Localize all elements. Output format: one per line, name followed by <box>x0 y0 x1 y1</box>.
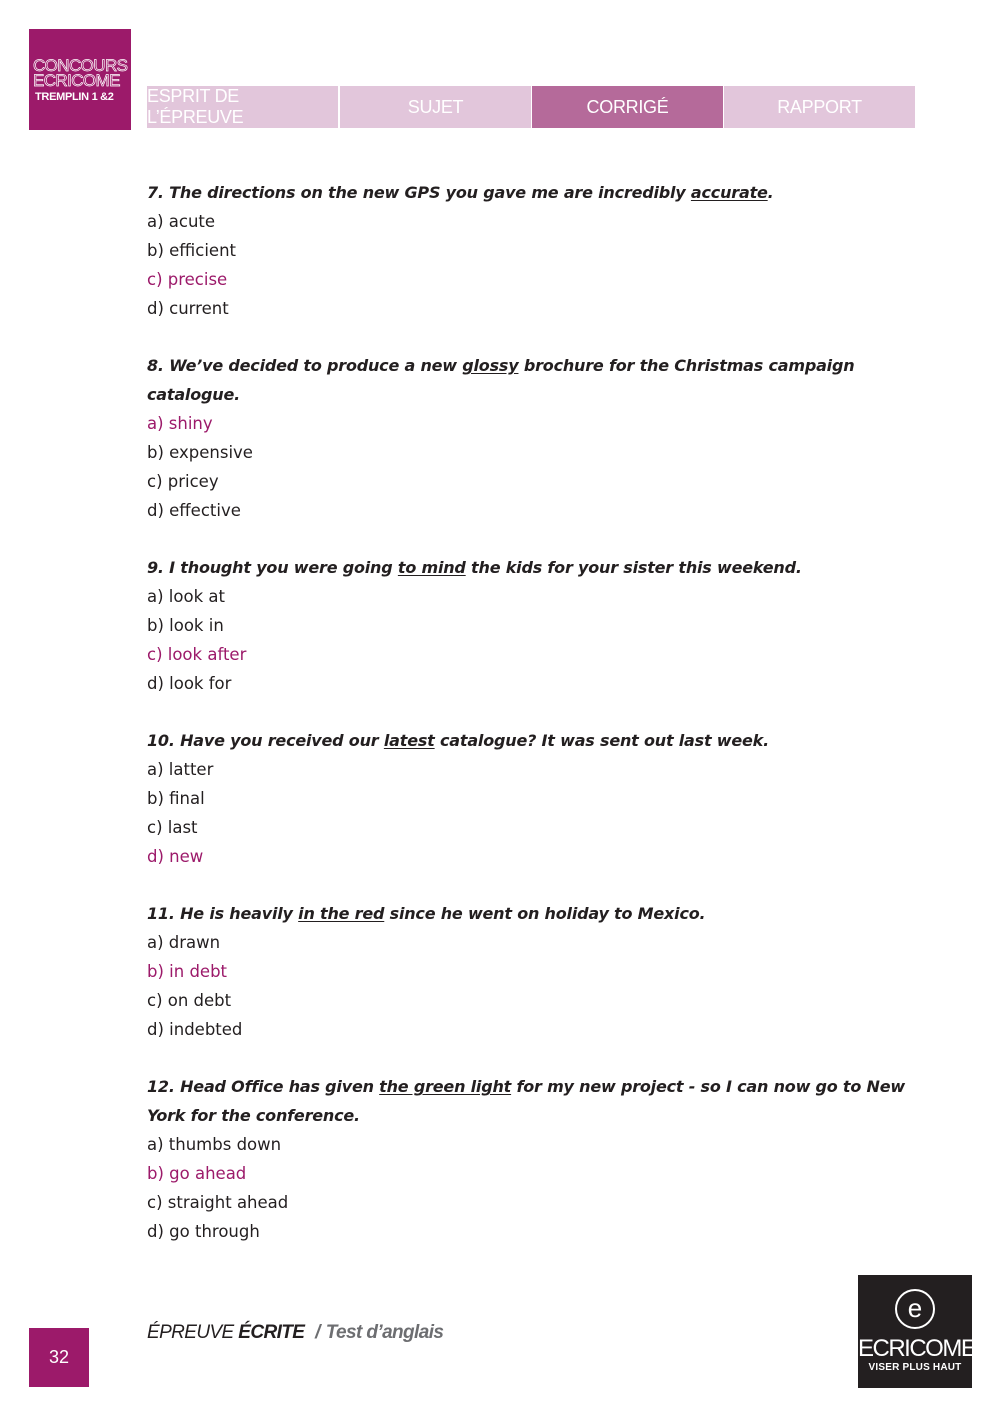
question-text-after: the kids for your sister this weekend. <box>465 558 802 577</box>
question-text <box>147 351 927 409</box>
answer-option[interactable]: d) current <box>147 299 229 318</box>
question-key-term: to mind <box>397 558 466 577</box>
logo-line-tremplin: TREMPLIN 1 &2 <box>35 91 114 103</box>
footer-title <box>147 1322 443 1344</box>
question-text-after: catalogue? It was sent out last week. <box>434 731 770 750</box>
question-text-after: . <box>767 183 774 202</box>
answer-option[interactable]: b) expensive <box>147 443 253 462</box>
question-text <box>147 1072 927 1130</box>
answer-option[interactable]: b) look in <box>147 616 224 635</box>
tab-esprit-de-lepreuve[interactable]: ESPRIT DE L’ÉPREUVE <box>147 86 338 128</box>
answer-option[interactable]: b) final <box>147 789 205 808</box>
question-text-before: 10. Have you received our <box>147 731 384 750</box>
question-text <box>147 726 927 755</box>
tab-rapport[interactable]: RAPPORT <box>724 86 915 128</box>
answer-option-correct[interactable]: c) look after <box>147 645 247 664</box>
answer-option[interactable]: a) look at <box>147 587 225 606</box>
tab-corrige[interactable]: CORRIGÉ <box>532 86 723 128</box>
question-text-after: brochure for the Christmas campaign catalogue. <box>147 356 855 404</box>
question-block <box>147 899 927 1044</box>
questions-list <box>147 178 927 1274</box>
answer-option-correct[interactable]: c) precise <box>147 270 228 289</box>
answer-option[interactable]: a) drawn <box>147 933 221 952</box>
answer-option[interactable]: d) look for <box>147 674 232 693</box>
page-number: 32 <box>29 1328 89 1387</box>
concours-ecricome-logo <box>29 29 131 130</box>
logo-line-concours: CONCOURS <box>33 56 128 75</box>
answer-option[interactable]: c) pricey <box>147 472 219 491</box>
question-key-term: in the red <box>298 904 385 923</box>
question-text <box>147 899 927 928</box>
question-text-before: 11. He is heavily <box>147 904 299 923</box>
footer-title-bold: ÉCRITE <box>238 1322 305 1343</box>
ecricome-wordmark: ECRICOME <box>858 1335 976 1362</box>
answer-option[interactable]: c) straight ahead <box>147 1193 289 1212</box>
answer-option[interactable]: c) on debt <box>147 991 232 1010</box>
question-block <box>147 351 927 525</box>
answer-option[interactable]: a) acute <box>147 212 216 231</box>
question-block <box>147 726 927 871</box>
question-text-after: for my new project - so I can now go to New York for the conference. <box>147 1077 905 1125</box>
ecricome-e-circle-icon <box>895 1289 935 1329</box>
question-text <box>147 178 927 207</box>
question-text-before: 7. The directions on the new GPS you gave me are incredibly <box>147 183 691 202</box>
answer-option[interactable]: a) thumbs down <box>147 1135 282 1154</box>
answer-option[interactable]: d) effective <box>147 501 241 520</box>
question-key-term: glossy <box>462 356 519 375</box>
answer-option-correct[interactable]: a) shiny <box>147 414 213 433</box>
answer-option-correct[interactable]: d) new <box>147 847 204 866</box>
answer-option[interactable]: a) latter <box>147 760 214 779</box>
question-block <box>147 553 927 698</box>
footer-title-separator: / <box>315 1322 320 1343</box>
question-key-term: the green light <box>379 1077 512 1096</box>
answer-option[interactable]: d) go through <box>147 1222 260 1241</box>
question-text-after: since he went on holiday to Mexico. <box>384 904 706 923</box>
question-text-before: 8. We’ve decided to produce a new <box>147 356 463 375</box>
question-key-term: latest <box>383 731 435 750</box>
footer-subtitle: Test d’anglais <box>325 1322 444 1343</box>
question-block <box>147 1072 927 1246</box>
ecricome-e-glyph: e <box>907 1293 923 1323</box>
answer-option-correct[interactable]: b) go ahead <box>147 1164 247 1183</box>
answer-option[interactable]: d) indebted <box>147 1020 243 1039</box>
footer-title-prefix: ÉPREUVE <box>147 1322 234 1343</box>
answer-option[interactable]: c) last <box>147 818 198 837</box>
answer-option[interactable]: b) efficient <box>147 241 236 260</box>
question-text <box>147 553 927 582</box>
ecricome-logo <box>858 1275 976 1388</box>
question-text-before: 9. I thought you were going <box>147 558 398 577</box>
tab-sujet[interactable]: SUJET <box>340 86 531 128</box>
question-key-term: accurate <box>690 183 768 202</box>
answer-option-correct[interactable]: b) in debt <box>147 962 228 981</box>
question-text-before: 12. Head Office has given <box>147 1077 380 1096</box>
ecricome-tagline: VISER PLUS HAUT <box>868 1362 962 1373</box>
question-block <box>147 178 927 323</box>
logo-line-ecricome: ECRICOME <box>33 71 120 90</box>
